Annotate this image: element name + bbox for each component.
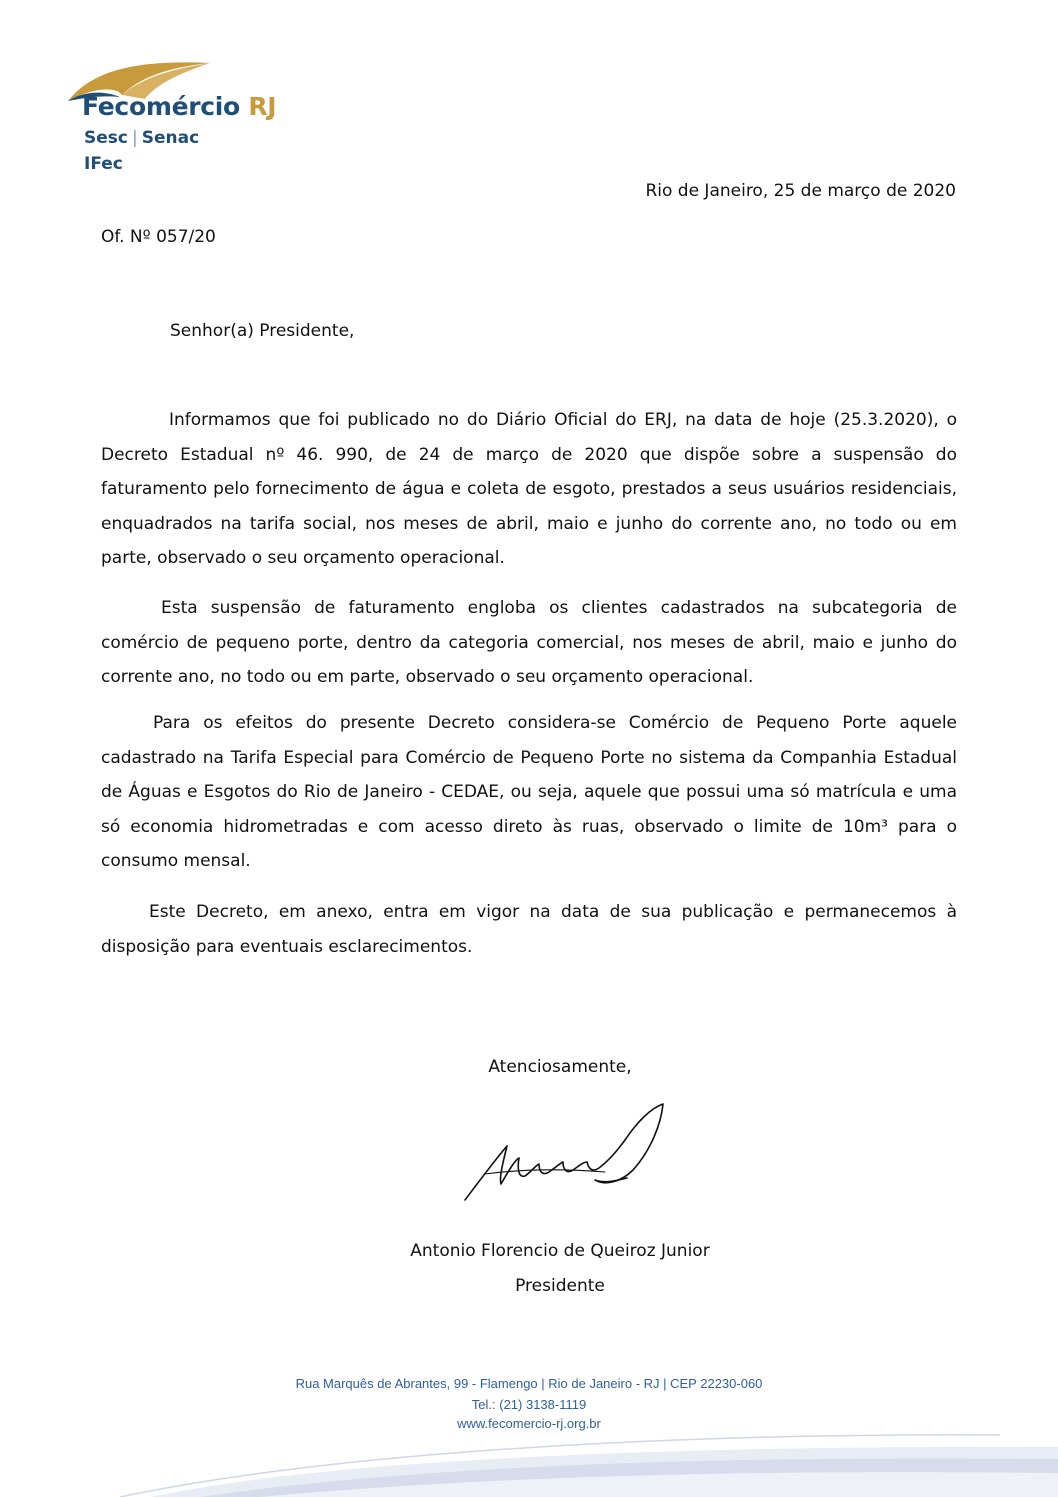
letter-date: Rio de Janeiro, 25 de março de 2020 [645, 181, 956, 201]
signer-title: Presidente [515, 1276, 605, 1296]
logo-separator: | [131, 128, 138, 148]
logo-main-text: Fecomércio [82, 92, 240, 121]
footer-address: Rua Marquês de Abrantes, 99 - Flamengo | Rio de Janeiro - RJ | CEP 22230-060 [295, 1376, 763, 1391]
body-paragraph-4: Este Decreto, em anexo, entra em vigor na data de sua publicação e permanecemos à disposição para eventuais esclarecimentos. [101, 902, 957, 957]
handwritten-signature [455, 1100, 670, 1210]
fecomercio-logo [60, 55, 320, 185]
signer-name: Antonio Florencio de Queiroz Junior [410, 1241, 710, 1261]
footer-phone: Tel.: (21) 3138-1119 [471, 1397, 587, 1412]
body-paragraph-1: Informamos que foi publicado no do Diário Oficial do ERJ, na data de hoje (25.3.2020), o Decreto Estadual nº 46. 990, de 24 de março de 2020 que dispõe sobre a suspensão do faturamento pelo fornecimento de água e coleta de esgoto, prestados a seus usuários residenciais, enquadrados na tarifa social, nos meses de abril, maio e junho do corrente ano, no todo ou em parte, observado o seu orçamento operacional. [101, 410, 957, 569]
logo-wordmark [82, 92, 276, 121]
footer-website: www.fecomercio-rj.org.br [457, 1416, 601, 1431]
logo-sesc-text: Sesc [84, 128, 128, 148]
logo-ifec-text: IFec [84, 154, 123, 174]
letter-closing: Atenciosamente, [488, 1057, 632, 1077]
letter-salutation: Senhor(a) Presidente, [170, 321, 355, 341]
body-paragraph-2: Esta suspensão de faturamento engloba os clientes cadastrados na subcategoria de comércio de pequeno porte, dentro da categoria comercial, nos meses de abril, maio e junho do corrente ano, no todo ou em parte, observado o seu orçamento operacional. [101, 598, 957, 688]
footer-swoosh-decoration [0, 1425, 1058, 1497]
body-paragraph-3: Para os efeitos do presente Decreto considera-se Comércio de Pequeno Porte aquele cadastrado na Tarifa Especial para Comércio de Pequeno Porte no sistema da Companhia Estadual de Águas e Esgotos do Rio de Janeiro - CEDAE, ou seja, aquele que possui uma só matrícula e uma só economia hidrometradas e com acesso direto às ruas, observado o limite de 10m³ para o consumo mensal. [101, 713, 957, 872]
logo-accent-text: RJ [248, 92, 277, 121]
letter-reference: Of. Nº 057/20 [101, 227, 216, 247]
logo-senac-text: Senac [141, 128, 200, 148]
logo-subtitle [84, 128, 199, 148]
